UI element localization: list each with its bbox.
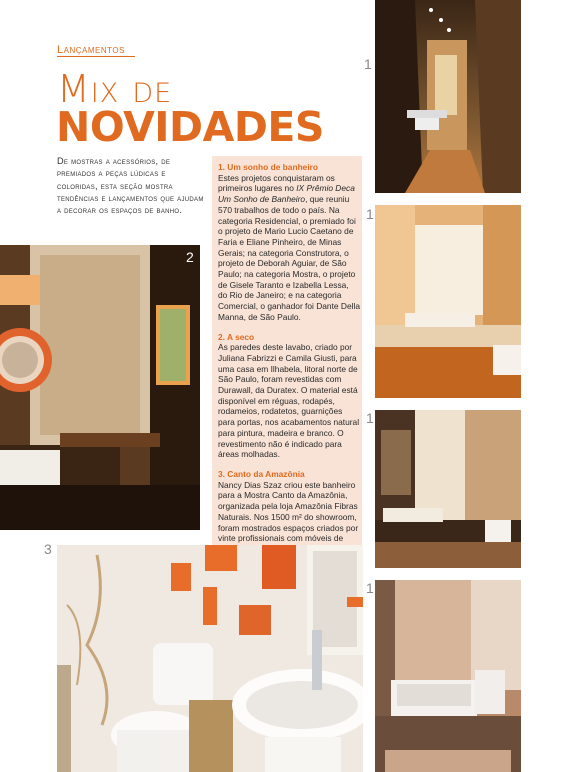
photo-number-3: 3	[44, 541, 52, 557]
page-title-line2: NOVIDADES	[56, 103, 324, 151]
photo-modern-bathroom	[375, 580, 521, 772]
photo-number-1a: 1	[364, 56, 372, 72]
photo-number-1c: 1	[366, 410, 374, 426]
award-name: IX Prêmio Deca Um Sonho de Banheiro	[218, 183, 355, 205]
article-heading-3: 3. Canto da Amazônia	[218, 468, 305, 479]
photo-number-1b: 1	[366, 206, 374, 222]
article-body-2: As paredes deste lavabo, criado por Juliana Fabrizzi e Camila Giusti, para uma casa em Ilhabela, litoral norte de São Paulo, foram revestidas com Durawall, da Duratex. O material está disponível em réguas, rodapés, rodameios, rodatetos, guarnições para portas, nos acabamentos natural para pintura, madeira e branco. O revestimento não é indicado para áreas molhadas.	[218, 342, 360, 460]
article-heading-1: 1. Um sonho de banheiro	[218, 162, 319, 172]
intro-text: De mostras a acessórios, de premiados a peças lúdicas e coloridas, esta seção mostra tendências e lançamentos que ajudam a decorar os espaços de banho.	[57, 156, 204, 216]
article-column	[218, 162, 360, 564]
article-heading-2: 2. A seco	[218, 331, 255, 342]
section-label: Lançamentos	[57, 44, 125, 56]
article-body-1: Estes projetos conquistaram os primeiros lugares no IX Prêmio Deca Um Sonho de Banheiro, que reuniu 570 trabalhos de todo o país. Na categoria Residencial, o premiado foi o projeto de Mario Lucio Caetano de Faria e Eliane Pinheiro, de Minas Gerais; na categoria Construtora, o projeto de Deborah Aguiar, de São Paulo; na categoria Mostra, o projeto de Gisele Taranto e Izabella Lessa, do Rio de Janeiro; e na categoria Comercial, o ganhador foi Dante Della Manna, de São Paulo.	[218, 172, 360, 322]
photo-number-1d: 1	[366, 580, 374, 596]
photo-amazonia-bathroom	[57, 545, 363, 772]
photo-number-2: 2	[186, 249, 194, 265]
photo-glass-bathroom	[375, 410, 521, 568]
photo-lavabo	[0, 245, 200, 530]
photo-beige-bathroom	[375, 205, 521, 398]
article-body-3: Nancy Dias Szaz criou este banheiro para a Mostra Canto da Amazônia, organizada pela loja Amazônia Fibras Naturais. Nos 1500 m² do showroom, foram mostrados espaços criados por vinte profissionais com móveis de	[218, 479, 359, 544]
page-title-line1: Mix de	[57, 67, 173, 111]
photo-corridor-bathroom	[375, 0, 521, 193]
section-divider	[57, 56, 135, 57]
